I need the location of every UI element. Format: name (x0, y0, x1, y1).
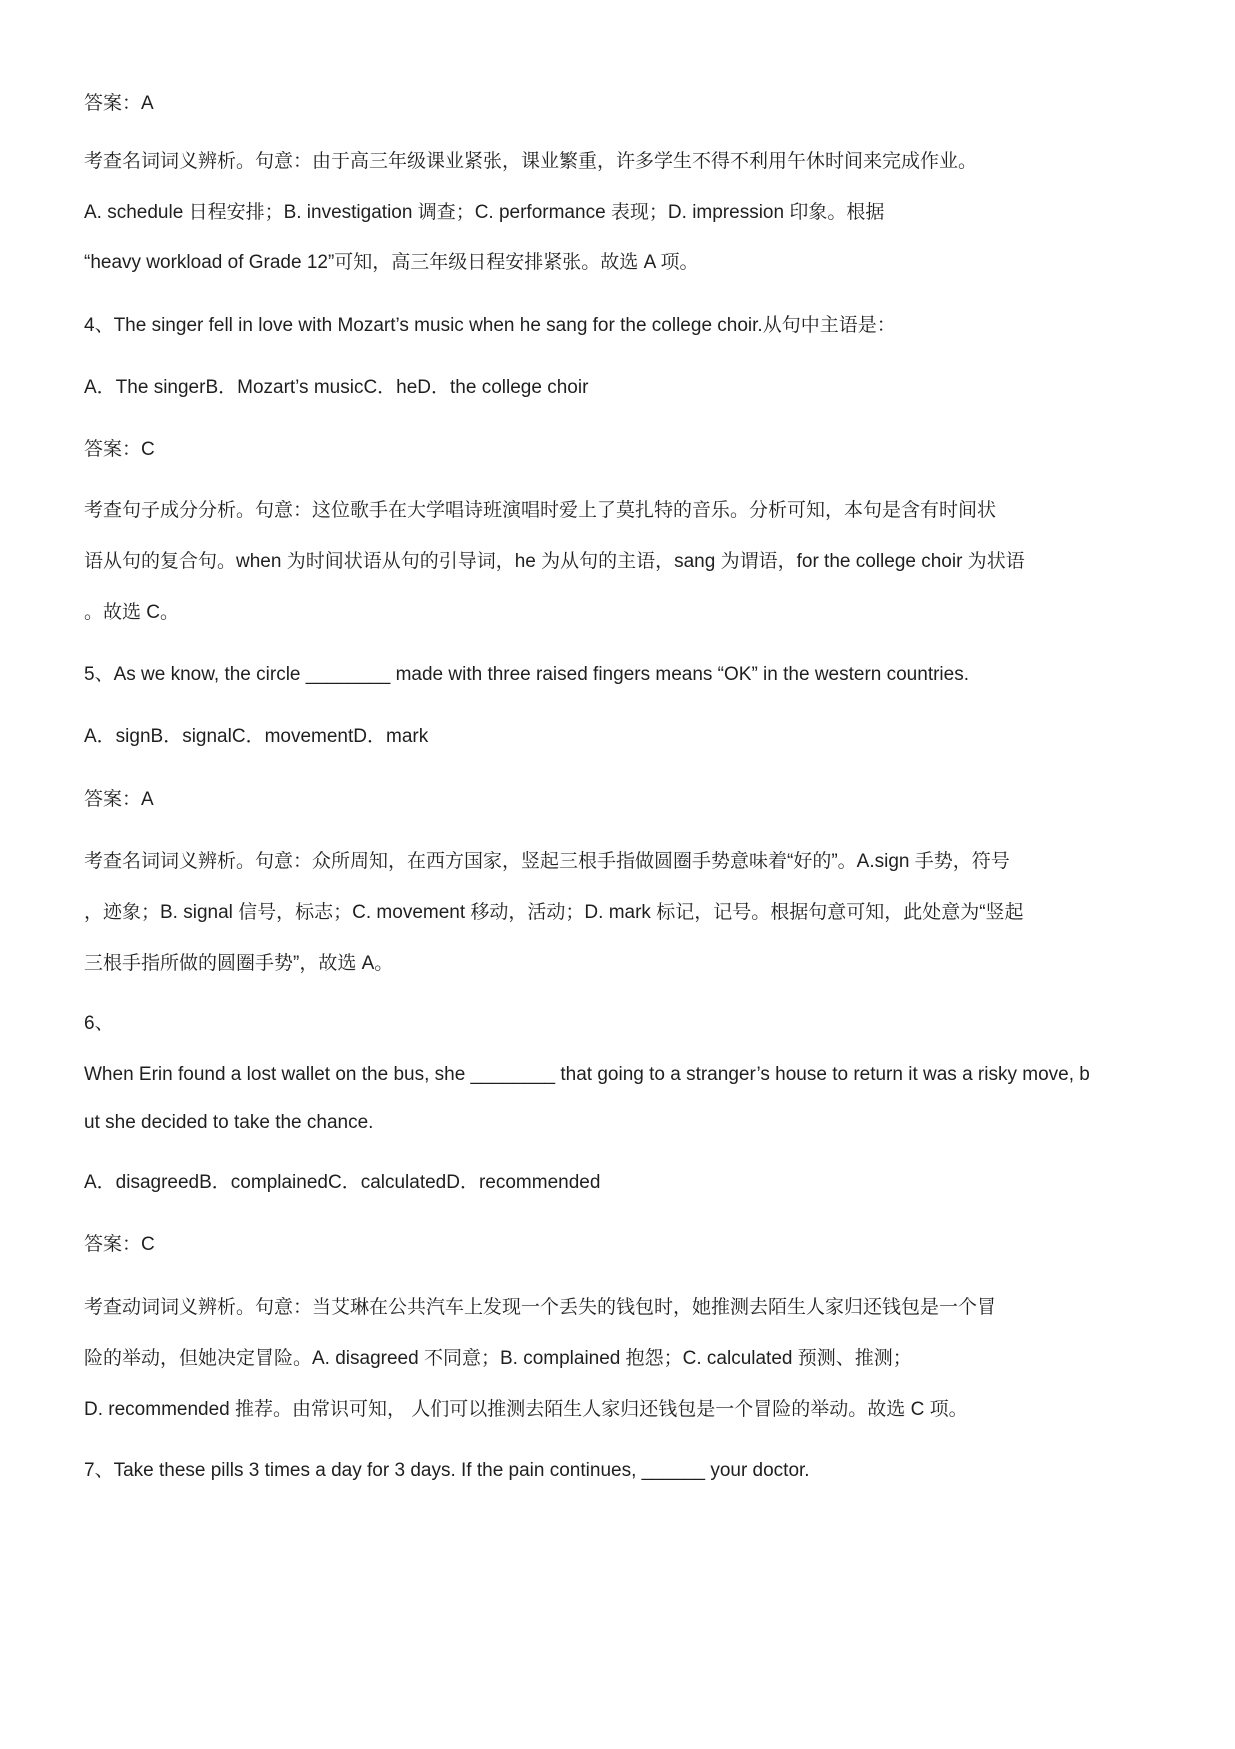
answer-line: 答案：A (84, 789, 154, 810)
explanation-line: D. recommended 推荐。由常识可知， 人们可以推测去陌生人家归还钱包是一个冒险的举动。故选 C 项。 (84, 1399, 968, 1420)
question-line: 5、As we know, the circle ________ made with three raised fingers means “OK” in the western countries. (84, 664, 969, 685)
question-line: When Erin found a lost wallet on the bus, she ________ that going to a stranger’s house to return it was a risky move, b (84, 1064, 1090, 1085)
explanation-line: 考查名词词义辨析。句意：众所周知，在西方国家，竖起三根手指做圆圈手势意味着“好的”。A.sign 手势，符号 (84, 851, 1010, 872)
explanation-line: 语从句的复合句。when 为时间状语从句的引导词，he 为从句的主语，sang 为谓语，for the college choir 为状语 (84, 551, 1025, 572)
explanation-line: A. schedule 日程安排；B. investigation 调查；C. performance 表现；D. impression 印象。根据 (84, 202, 885, 223)
question-line: 7、Take these pills 3 times a day for 3 days. If the pain continues, ______ your doctor. (84, 1460, 810, 1481)
explanation-line: 三根手指所做的圆圈手势”，故选 A。 (84, 953, 394, 974)
question-number: 6、 (84, 1013, 114, 1034)
options-line: A．The singerB．Mozart’s musicC．heD．the college choir (84, 377, 589, 398)
question-line: ut she decided to take the chance. (84, 1112, 374, 1133)
explanation-line: 险的举动，但她决定冒险。A. disagreed 不同意；B. complained 抱怨；C. calculated 预测、推测； (84, 1348, 912, 1369)
question-line: 4、The singer fell in love with Mozart’s music when he sang for the college choir.从句中主语是： (84, 315, 896, 336)
answer-line: 答案：A (84, 93, 154, 114)
answer-line: 答案：C (84, 439, 155, 460)
explanation-line: 考查动词词义辨析。句意：当艾琳在公共汽车上发现一个丢失的钱包时，她推测去陌生人家归还钱包是一个冒 (84, 1297, 997, 1318)
explanation-line: 。故选 C。 (84, 602, 180, 623)
options-line: A．disagreedB．complainedC．calculatedD．recommended (84, 1172, 601, 1193)
explanation-line: 考查名词词义辨析。句意：由于高三年级课业紧张，课业繁重，许多学生不得不利用午休时间来完成作业。 (84, 151, 978, 172)
explanation-line: 考查句子成分分析。句意：这位歌手在大学唱诗班演唱时爱上了莫扎特的音乐。分析可知，本句是含有时间状 (84, 500, 997, 521)
options-line: A．signB．signalC．movementD．mark (84, 726, 429, 747)
explanation-line: ，迹象；B. signal 信号，标志；C. movement 移动，活动；D. mark 标记，记号。根据句意可知，此处意为“竖起 (84, 902, 1024, 923)
explanation-line: “heavy workload of Grade 12”可知，高三年级日程安排紧张。故选 A 项。 (84, 252, 699, 273)
answer-line: 答案：C (84, 1234, 155, 1255)
